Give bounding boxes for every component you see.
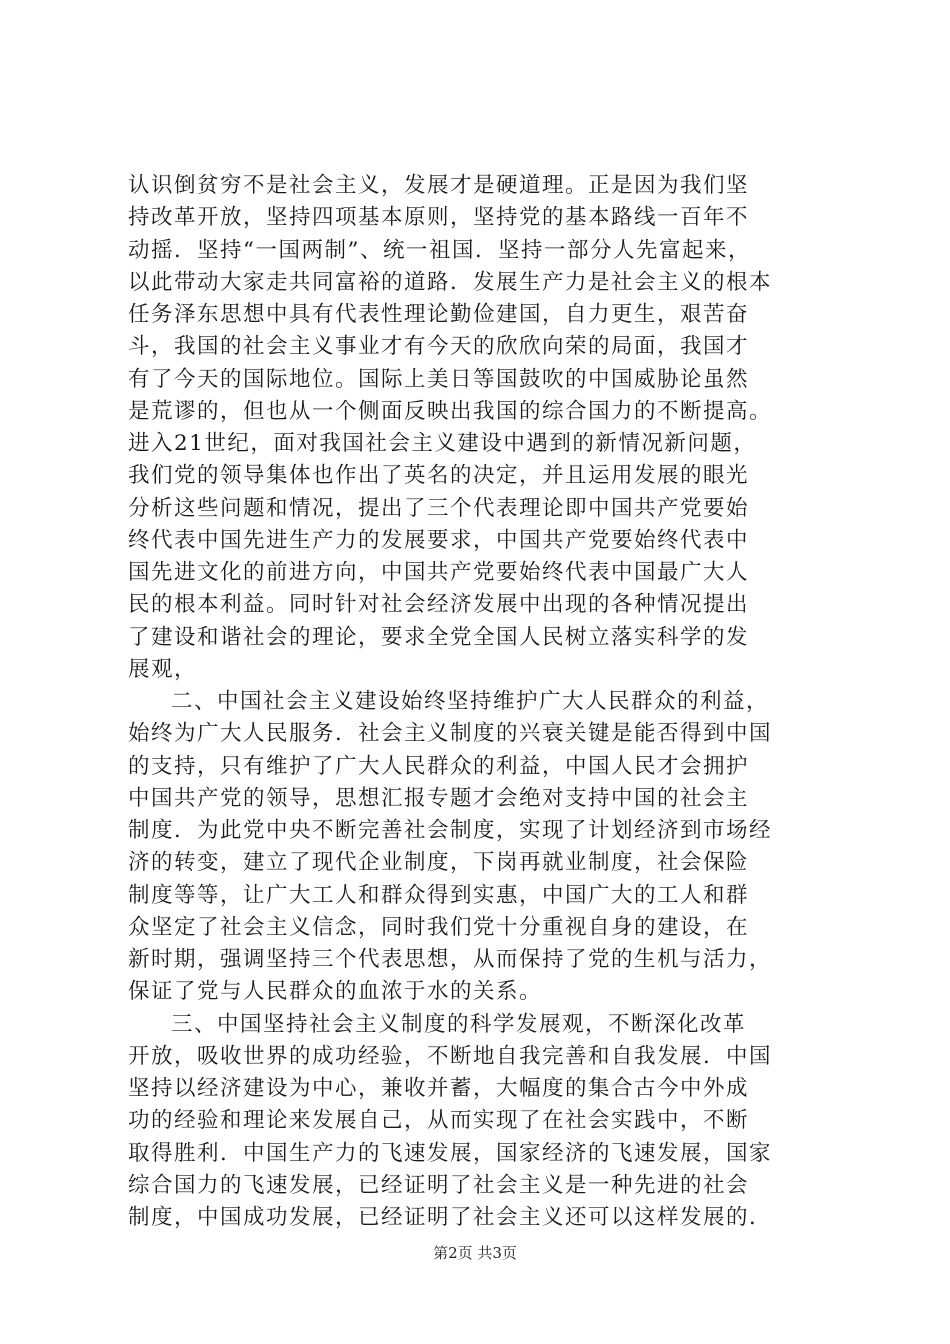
- text-line: 进入21世纪，面对我国社会主义建设中遇到的新情况新问题，: [128, 431, 757, 456]
- text-line: 持改革开放，坚持四项基本原则，坚持党的基本路线一百年不: [128, 205, 750, 231]
- text-line: 我们党的领导集体也作出了英名的决定，并且运用发展的眼光: [128, 463, 750, 489]
- text-line: 任务泽东思想中具有代表性理论勤俭建国，自力更生，艰苦奋: [128, 302, 750, 327]
- text-line: 国先进文化的前进方向，中国共产党要始终代表中国最广大人: [128, 560, 750, 585]
- text-line: 终代表中国先进生产力的发展要求，中国共产党要始终代表中: [128, 527, 750, 553]
- text-line: 动摇．坚持“一国两制”、统一祖国．坚持一部分人先富起来，: [128, 237, 751, 263]
- text-line: 了建设和谐社会的理论，要求全党全国人民树立落实科学的发: [128, 624, 750, 650]
- text-line: 功的经验和理论来发展自己，从而实现了在社会实践中，不断: [128, 1108, 750, 1134]
- text-line: 展观，: [128, 656, 198, 682]
- text-line: 民的根本利益。同时针对社会经济发展中出现的各种情况提出: [128, 592, 750, 618]
- text-line: 是荒谬的，但也从一个侧面反映出我国的综合国力的不断提高。: [128, 398, 773, 424]
- text-line: 取得胜利．中国生产力的飞速发展，国家经济的飞速发展，国家: [128, 1140, 773, 1166]
- text-line: 新时期，强调坚持三个代表思想，从而保持了党的生机与活力，: [128, 947, 773, 972]
- text-line: 有了今天的国际地位。国际上美日等国鼓吹的中国威胁论虽然: [128, 366, 750, 392]
- text-line: 济的转变，建立了现代企业制度，下岗再就业制度，社会保险: [128, 850, 750, 876]
- text-line: 认识倒贫穷不是社会主义，发展才是硬道理。正是因为我们坚: [128, 173, 750, 198]
- text-line: 坚持以经济建设为中心，兼收并蓄，大幅度的集合古今中外成: [128, 1076, 750, 1101]
- text-line: 始终为广大人民服务．社会主义制度的兴衰关键是能否得到中国: [128, 721, 773, 747]
- text-line: 的支持，只有维护了广大人民群众的利益，中国人民才会拥护: [128, 753, 750, 779]
- text-line: 制度，中国成功发展，已经证明了社会主义还可以这样发展的．: [128, 1205, 773, 1230]
- paragraph-start-line: 三、中国坚持社会主义制度的科学发展观，不断深化改革: [171, 1011, 747, 1037]
- text-line: 众坚定了社会主义信念，同时我们党十分重视自身的建设，在: [128, 914, 750, 940]
- text-line: 开放，吸收世界的成功经验，不断地自我完善和自我发展．中国: [128, 1043, 773, 1069]
- body-text: [128, 170, 848, 1234]
- paragraph-start-line: 二、中国社会主义建设始终坚持维护广大人民群众的利益，: [171, 689, 770, 714]
- text-line: 分析这些问题和情况，提出了三个代表理论即中国共产党要始: [128, 495, 750, 521]
- text-line: 制度．为此党中央不断完善社会制度，实现了计划经济到市场经: [128, 818, 773, 843]
- text-line: 斗，我国的社会主义事业才有今天的欣欣向荣的局面，我国才: [128, 334, 750, 360]
- text-line: 以此带动大家走共同富裕的道路．发展生产力是社会主义的根本: [128, 269, 773, 295]
- text-line: 保证了党与人民群众的血浓于水的关系。: [128, 979, 543, 1005]
- text-line: 制度等等，让广大工人和群众得到实惠，中国广大的工人和群: [128, 882, 750, 908]
- page-number-footer: 第2页 共3页: [433, 1244, 517, 1262]
- text-line: 综合国力的飞速发展，已经证明了社会主义是一种先进的社会: [128, 1172, 750, 1198]
- text-line: 中国共产党的领导，思想汇报专题才会绝对支持中国的社会主: [128, 785, 750, 811]
